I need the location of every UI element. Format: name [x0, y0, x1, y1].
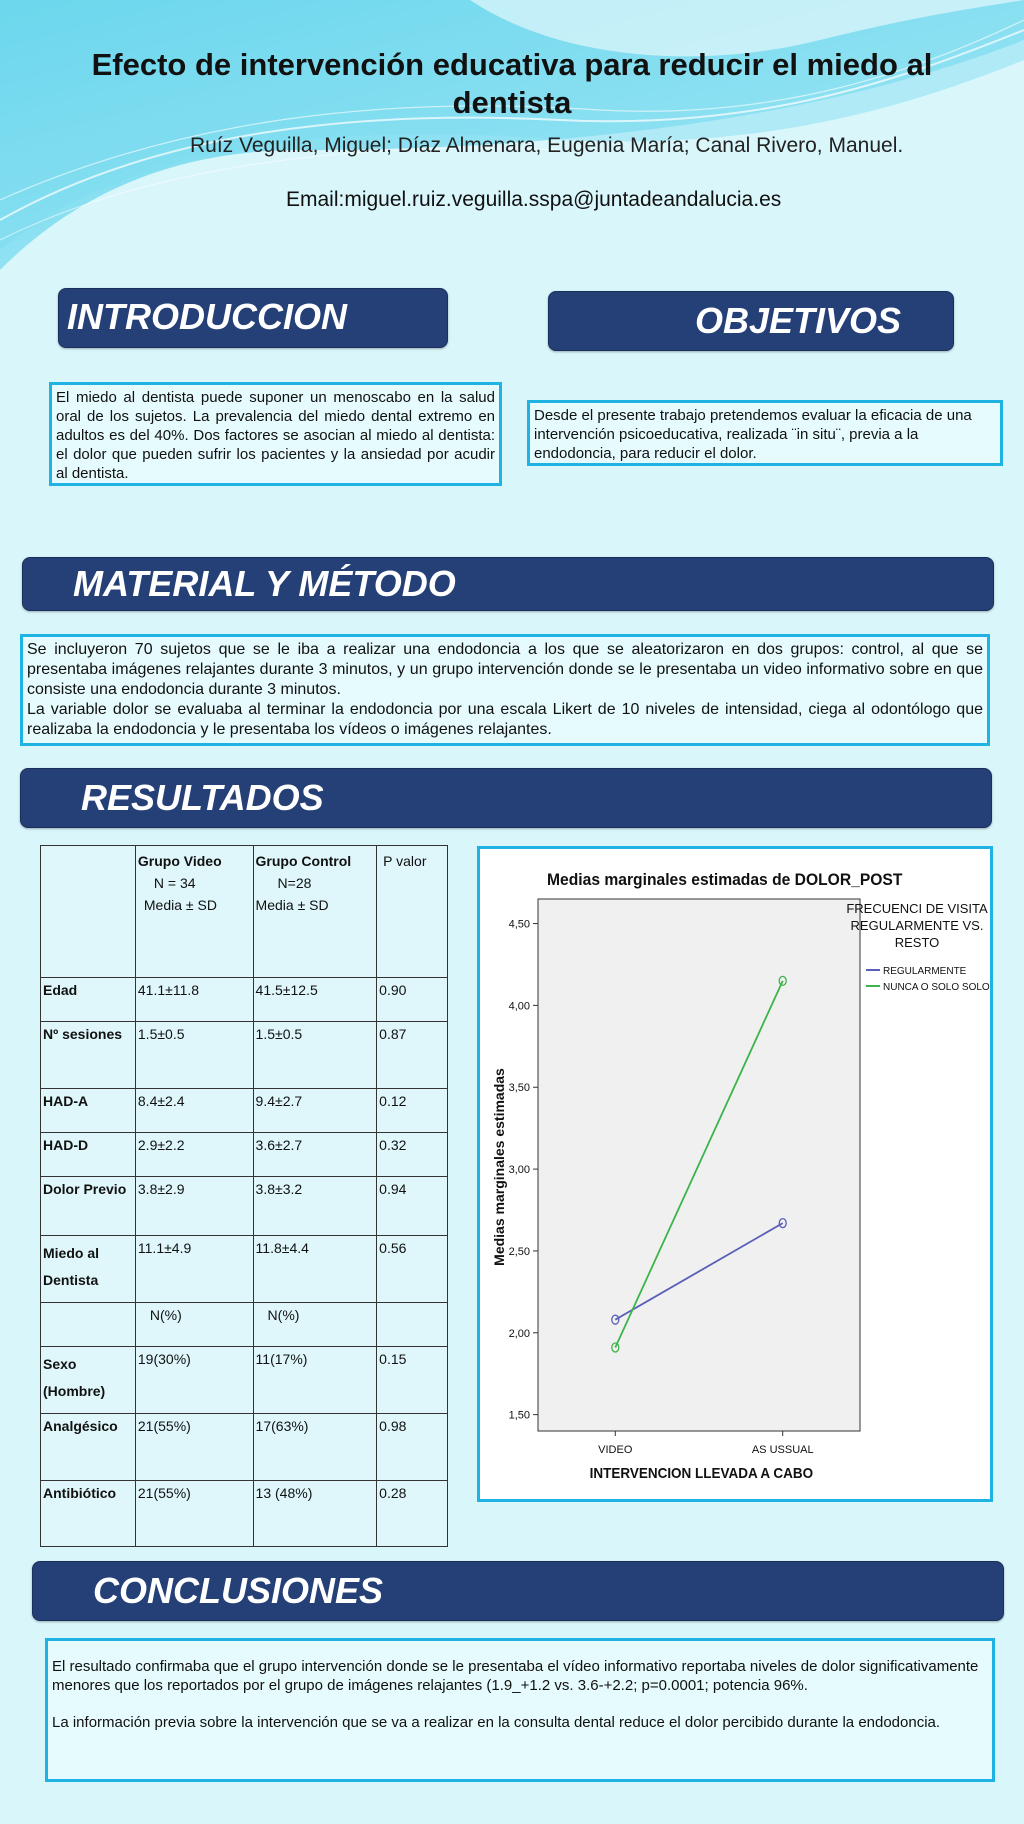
row-video: 19(30%) [135, 1347, 253, 1414]
row-video: 2.9±2.2 [135, 1133, 253, 1177]
row-control: 41.5±12.5 [253, 978, 377, 1022]
paragraph-spacer [52, 1695, 988, 1713]
row-p: 0.32 [377, 1133, 448, 1177]
y-tick-label: 3,00 [508, 1164, 530, 1177]
table-row [41, 1414, 448, 1481]
row-control: 11(17%) [253, 1347, 377, 1414]
row-label: HAD-A [41, 1089, 136, 1133]
resultados-heading: RESULTADOS [81, 777, 324, 818]
row-control: 3.6±2.7 [253, 1133, 377, 1177]
header-video-cell [135, 846, 253, 978]
row-p: 0.94 [377, 1177, 448, 1236]
row-label: Dolor Previo [41, 1177, 136, 1236]
table-row [41, 1236, 448, 1303]
marginal-means-chart [480, 849, 990, 1499]
row-label: Miedo al Dentista [41, 1236, 136, 1303]
objetivos-text: Desde el presente trabajo pretendemos evaluar la eficacia de una intervención psicoeducativa, realizada ¨in situ¨, previa a la endodoncia, para reducir el dolor. [534, 407, 972, 462]
objetivos-text-box [527, 400, 1003, 466]
table-corner-cell [41, 846, 136, 978]
metodo-paragraph-1: Se incluyeron 70 sujetos que se le iba a realizar una endodoncia a los que se aleatorizaron en dos grupos: control, al que se presentaba imágenes relajantes durante 3 minutos, y un grupo intervención donde se le presentaba un video informativo sobre en que consiste una endodoncia durante 3 minutos. [27, 641, 983, 698]
header-control-label: Grupo Control [255, 853, 352, 869]
row-label: Edad [41, 978, 136, 1022]
metodo-text-box [20, 634, 990, 746]
poster-title: Efecto de intervención educativa para reducir el miedo al dentista [91, 47, 933, 120]
y-tick-label: 1,50 [508, 1409, 530, 1422]
contact-email: Email:miguel.ruiz.veguilla.sspa@juntadeandalucia.es [286, 188, 782, 211]
intro-header [58, 288, 448, 348]
x-tick-label: VIDEO [598, 1444, 633, 1456]
row-control: 3.8±3.2 [253, 1177, 377, 1236]
row-p: 0.87 [377, 1022, 448, 1089]
legend-title-line-2: REGULARMENTE VS. [850, 918, 984, 933]
table-row [41, 1133, 448, 1177]
legend-label-nunca: NUNCA O SOLO SOLOR [883, 982, 990, 993]
metodo-paragraph-2: La variable dolor se evaluaba al terminar la endodoncia por una escala Likert de 10 niveles de intensidad, ciega al odontólogo que realizaba la endodoncia y le presentaba los vídeos o imágenes relajantes. [27, 701, 983, 738]
row-control: 9.4±2.7 [253, 1089, 377, 1133]
row-control: 1.5±0.5 [253, 1022, 377, 1089]
header-control-n: N=28 [277, 875, 312, 891]
row-label: Nº sesiones [41, 1022, 136, 1089]
row-video: 3.8±2.9 [135, 1177, 253, 1236]
header-video-label: Grupo Video [137, 853, 222, 869]
table-row [41, 1481, 448, 1547]
row-label: Antibiótico [41, 1481, 136, 1547]
row-video: 21(55%) [135, 1414, 253, 1481]
row-label: Analgésico [41, 1414, 136, 1481]
results-table [40, 845, 448, 1547]
metodo-heading: MATERIAL Y MÉTODO [73, 563, 456, 604]
row-video: 21(55%) [135, 1481, 253, 1547]
row-p: 0.12 [377, 1089, 448, 1133]
y-tick-label: 4,50 [508, 918, 530, 931]
row-label: Sexo (Hombre) [41, 1347, 136, 1414]
metodo-header [22, 557, 994, 611]
table-row [41, 978, 448, 1022]
header-p-cell [377, 846, 448, 978]
conclusiones-text-box [45, 1638, 995, 1782]
legend [846, 901, 990, 993]
row-video: 8.4±2.4 [135, 1089, 253, 1133]
row-video: N(%) [135, 1303, 253, 1347]
objetivos-header [548, 291, 954, 351]
row-control: 13 (48%) [253, 1481, 377, 1547]
row-p: 0.98 [377, 1414, 448, 1481]
row-video: 11.1±4.9 [135, 1236, 253, 1303]
row-p: 0.28 [377, 1481, 448, 1547]
header-p-label: P valor [383, 853, 427, 869]
conclusiones-header [32, 1561, 1004, 1621]
header-video-stat: Media ± SD [143, 897, 217, 913]
conclusiones-paragraph-2: La información previa sobre la intervención que se va a realizar en la consulta dental reduce el dolor percibido durante la endodoncia. [52, 1714, 941, 1731]
row-control: 17(63%) [253, 1414, 377, 1481]
conclusiones-heading: CONCLUSIONES [93, 1570, 384, 1611]
row-control: 11.8±4.4 [253, 1236, 377, 1303]
x-tick-label: AS USSUAL [751, 1444, 814, 1456]
row-control: N(%) [253, 1303, 377, 1347]
intro-text-box [49, 382, 502, 486]
header-control-cell [253, 846, 377, 978]
intro-heading: INTRODUCCION [67, 296, 347, 337]
table-header-row [41, 846, 448, 978]
table-row [41, 1089, 448, 1133]
row-label [41, 1303, 136, 1347]
row-video: 1.5±0.5 [135, 1022, 253, 1089]
legend-title-line-3: RESTO [894, 935, 940, 950]
row-p: 0.90 [377, 978, 448, 1022]
chart-container [477, 846, 993, 1502]
header-video-n: N = 34 [153, 875, 196, 891]
table-row [41, 1177, 448, 1236]
y-tick-label: 3,50 [508, 1082, 530, 1095]
row-video: 41.1±11.8 [135, 978, 253, 1022]
objetivos-heading: OBJETIVOS [695, 300, 902, 341]
conclusiones-paragraph-1: El resultado confirmaba que el grupo intervención donde se le presentaba el vídeo informativo reportaba niveles de dolor significativamente menores que los reportados por el grupo de imágenes relajantes (1.9_+1.2 vs. 3.6-+2.2; p=0.0001; potencia 96%. [52, 1658, 979, 1694]
legend-title-line-1: FRECUENCI DE VISITA [846, 901, 988, 916]
y-tick-label: 4,00 [508, 1000, 530, 1013]
legend-label-regularmente: REGULARMENTE [883, 966, 967, 977]
chart-title: Medias marginales estimadas de DOLOR_POST [547, 870, 903, 890]
resultados-header [20, 768, 992, 828]
y-axis-label: Medias marginales estimadas [491, 1068, 507, 1266]
row-p [377, 1303, 448, 1347]
table-row [41, 1022, 448, 1089]
table-row [41, 1347, 448, 1414]
y-tick-label: 2,00 [508, 1327, 530, 1340]
row-label: HAD-D [41, 1133, 136, 1177]
intro-text: El miedo al dentista puede suponer un menoscabo en la salud oral de los sujetos. La prevalencia del miedo dental extremo en adultos es del 40%. Dos factores se asocian al miedo al dentista: el dolor que pueden sufrir los pacientes y la ansiedad por acudir al dentista. [56, 389, 495, 482]
row-p: 0.15 [377, 1347, 448, 1414]
x-axis-label: INTERVENCION LLEVADA A CABO [589, 1465, 814, 1483]
row-p: 0.56 [377, 1236, 448, 1303]
y-tick-label: 2,50 [508, 1245, 530, 1258]
header-control-stat: Media ± SD [255, 897, 329, 913]
table-row [41, 1303, 448, 1347]
authors-line: Ruíz Veguilla, Miguel; Díaz Almenara, Eugenia María; Canal Rivero, Manuel. [190, 134, 904, 157]
